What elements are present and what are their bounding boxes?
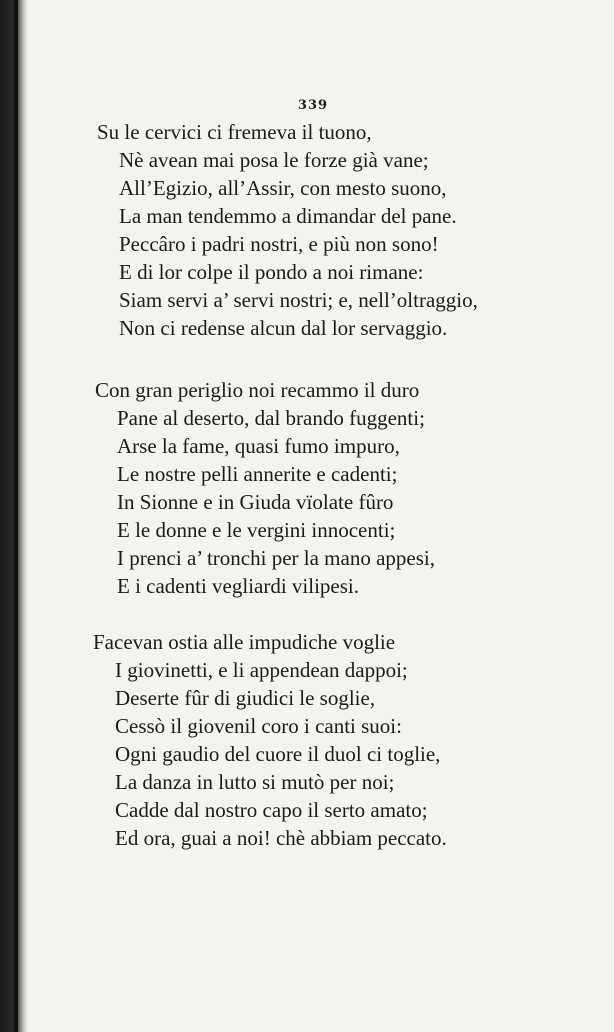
- verse-line: E di lor colpe il pondo a noi rimane:: [119, 260, 424, 284]
- verse-line: Cessò il giovenil coro i canti suoi:: [115, 714, 402, 738]
- verse-line: Le nostre pelli annerite e cadenti;: [117, 462, 398, 486]
- page-number: 339: [297, 98, 329, 113]
- verse-line: Nè avean mai posa le forze già vane;: [119, 148, 429, 172]
- verse-line: La man tendemmo a dimandar del pane.: [119, 204, 457, 228]
- verse-line: Facevan ostia alle impudiche voglie: [93, 630, 396, 654]
- verse-line: La danza in lutto si mutò per noi;: [115, 770, 395, 794]
- verse-line: Deserte fûr di giudici le soglie,: [115, 686, 376, 710]
- verse-line: Su le cervici ci fremeva il tuono,: [97, 120, 372, 144]
- verse-line: Arse la fame, quasi fumo impuro,: [117, 434, 400, 458]
- verse-line: Siam servi a’ servi nostri; e, nell’oltraggio,: [119, 288, 478, 312]
- verse-line: In Sionne e in Giuda vïolate fûro: [117, 490, 394, 514]
- verse-line: E i cadenti vegliardi vilipesi.: [117, 574, 360, 598]
- verse-line: E le donne e le vergini innocenti;: [117, 518, 396, 542]
- verse-line: All’Egizio, all’Assir, con mesto suono,: [119, 176, 447, 200]
- book-spine-edge: [14, 0, 18, 1032]
- verse-line: Ed ora, guai a noi! chè abbiam peccato.: [115, 826, 447, 850]
- verse-line: I giovinetti, e li appendean dappoi;: [115, 658, 408, 682]
- verse-line: Cadde dal nostro capo il serto amato;: [115, 798, 428, 822]
- verse-line: Ogni gaudio del cuore il duol ci toglie,: [115, 742, 441, 766]
- verse-line: Con gran periglio noi recammo il duro: [95, 378, 420, 402]
- verse-line: Pane al deserto, dal brando fuggenti;: [117, 406, 425, 430]
- verse-line: I prenci a’ tronchi per la mano appesi,: [117, 546, 435, 570]
- verse-line: Non ci redense alcun dal lor servaggio.: [119, 316, 448, 340]
- verse-line: Peccâro i padri nostri, e più non sono!: [119, 232, 439, 256]
